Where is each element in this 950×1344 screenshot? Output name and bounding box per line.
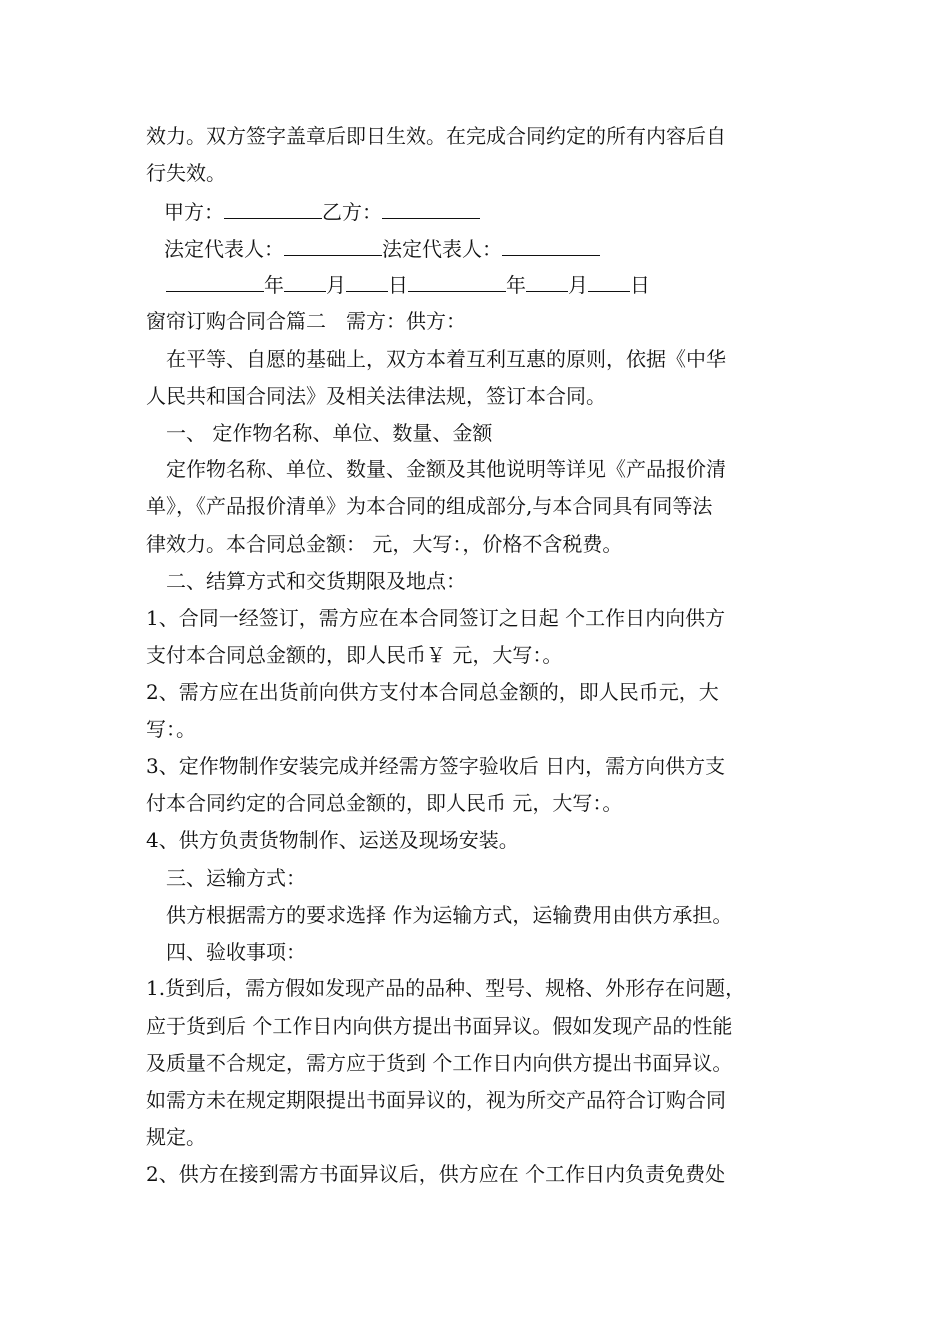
party-a-blank	[224, 198, 322, 219]
text-line: 2、供方在接到需方书面异议后，供方应在 个工作日内负责免费处	[146, 1162, 726, 1186]
text-line: 及质量不合规定，需方应于货到 个工作日内向供方提出书面异议。	[146, 1051, 733, 1075]
signature-dates	[166, 271, 650, 297]
section-heading: 窗帘订购合同合篇二 需方：供方：	[146, 309, 466, 333]
text-line: 3、定作物制作安装完成并经需方签字验收后 日内，需方向供方支	[146, 754, 726, 778]
text-line: 1、合同一经签订，需方应在本合同签订之日起 个工作日内向供方	[146, 606, 726, 630]
text-line: 应于货到后 个工作日内向供方提出书面异议。假如发现产品的性能	[146, 1014, 733, 1038]
text-line: 一、 定作物名称、单位、数量、金额	[146, 421, 493, 445]
year-b-label: 年	[506, 273, 526, 297]
text-line: 4、供方负责货物制作、运送及现场安装。	[146, 828, 519, 852]
rep-a-label: 法定代表人：	[164, 237, 284, 261]
rep-a-blank	[284, 235, 382, 256]
text-line: 如需方未在规定期限提出书面异议的，视为所交产品符合订购合同	[146, 1088, 726, 1112]
year-a-blank	[166, 271, 264, 292]
text-line: 律效力。本合同总金额： 元，大写：，价格不含税费。	[146, 532, 623, 556]
text-line: 行失效。	[146, 161, 226, 185]
text-line: 支付本合同总金额的，即人民币￥ 元，大写：。	[146, 643, 563, 667]
text-line: 三、运输方式：	[146, 866, 306, 890]
text-line: 定作物名称、单位、数量、金额及其他说明等详见《产品报价清	[146, 457, 726, 481]
text-line: 在平等、自愿的基础上，双方本着互利互惠的原则，依据《中华	[146, 347, 726, 371]
text-line: 写：。	[146, 717, 196, 741]
text-line: 2、需方应在出货前向供方支付本合同总金额的，即人民币元，大	[146, 680, 719, 704]
day-a-label: 日	[388, 273, 408, 297]
text-line: 人民共和国合同法》及相关法律法规，签订本合同。	[146, 384, 606, 408]
text-line: 效力。双方签字盖章后即日生效。在完成合同约定的所有内容后自	[146, 124, 726, 148]
year-a-label: 年	[264, 273, 284, 297]
party-a-label: 甲方：	[164, 200, 224, 224]
month-b-label: 月	[568, 273, 588, 297]
day-b-label: 日	[630, 273, 650, 297]
text-line: 供方根据需方的要求选择 作为运输方式，运输费用由供方承担。	[146, 903, 733, 927]
text-line: 1.货到后，需方假如发现产品的品种、型号、规格、外形存在问题，	[146, 976, 746, 1000]
rep-b-label: 法定代表人：	[382, 237, 502, 261]
text-line: 规定。	[146, 1125, 206, 1149]
day-b-blank	[588, 271, 630, 292]
text-line: 付本合同约定的合同总金额的，即人民币 元，大写：。	[146, 791, 623, 815]
text-line: 单》，《产品报价清单》为本合同的组成部分,与本合同具有同等法	[146, 494, 713, 518]
signature-representatives	[164, 235, 600, 261]
month-a-blank	[284, 271, 326, 292]
text-line: 四、验收事项：	[146, 940, 306, 964]
text-line: 二、结算方式和交货期限及地点：	[146, 569, 466, 593]
rep-b-blank	[502, 235, 600, 256]
year-b-blank	[408, 271, 506, 292]
party-b-blank	[382, 198, 480, 219]
party-b-label: 乙方：	[322, 200, 382, 224]
signature-parties	[164, 198, 480, 224]
month-a-label: 月	[326, 273, 346, 297]
month-b-blank	[526, 271, 568, 292]
day-a-blank	[346, 271, 388, 292]
